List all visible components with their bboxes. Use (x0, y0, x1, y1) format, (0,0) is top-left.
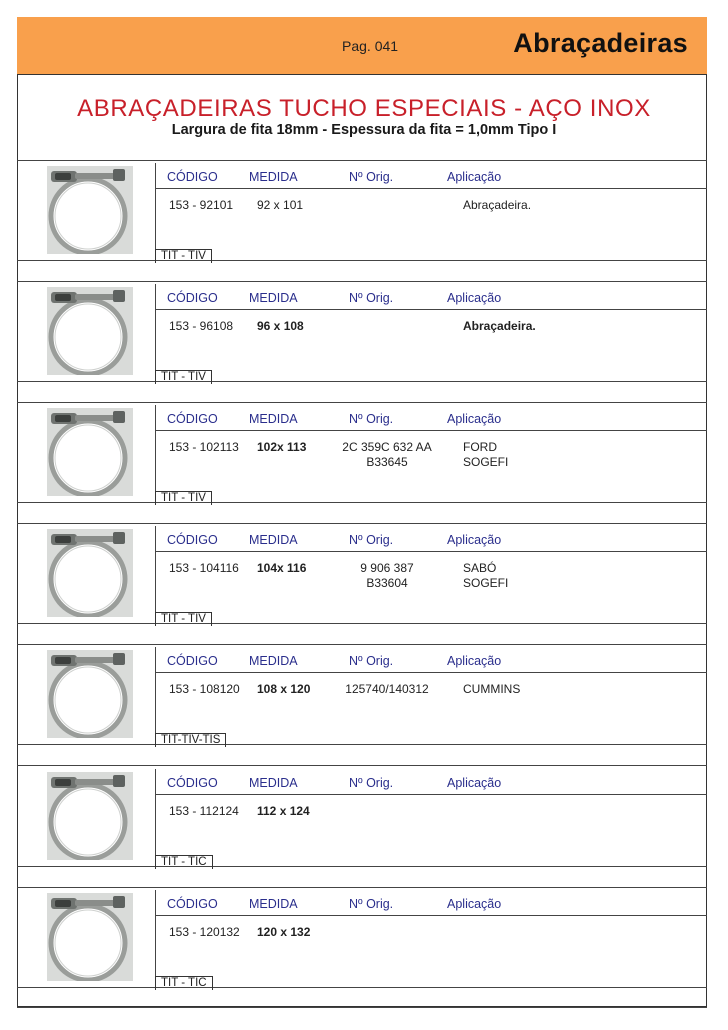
row-divider (17, 887, 707, 888)
header-underline (155, 915, 707, 916)
product-entry (17, 163, 707, 263)
orig-header: Nº Orig. (349, 654, 394, 668)
clamp-photo (47, 893, 133, 981)
column-divider (155, 890, 156, 990)
codigo-header: CÓDIGO (167, 776, 218, 790)
clamp-photo (47, 772, 133, 860)
column-divider (155, 284, 156, 384)
product-entry (17, 526, 707, 626)
product-code: 153 - 102113 (169, 440, 239, 454)
product-size: 96 x 108 (257, 319, 304, 333)
clamp-photo (47, 166, 133, 254)
codigo-header: CÓDIGO (167, 533, 218, 547)
product-size: 120 x 132 (257, 925, 311, 939)
aplicacao-header: Aplicação (447, 776, 502, 790)
orig-header: Nº Orig. (349, 897, 394, 911)
row-divider (17, 281, 707, 282)
product-entry (17, 890, 707, 990)
codigo-header: CÓDIGO (167, 170, 218, 184)
section-title: Abraçadeiras (513, 28, 688, 58)
original-number-2: B33604 (366, 576, 408, 590)
row-divider (17, 402, 707, 403)
application: CUMMINS (463, 682, 521, 696)
orig-header: Nº Orig. (349, 170, 394, 184)
reference-tag: TIT - TIC (155, 976, 213, 990)
orig-header: Nº Orig. (349, 291, 394, 305)
application: SABÓ (463, 561, 497, 575)
medida-header: MEDIDA (249, 291, 298, 305)
column-divider (155, 647, 156, 747)
codigo-header: CÓDIGO (167, 654, 218, 668)
product-code: 153 - 92101 (169, 198, 234, 212)
header-underline (155, 672, 707, 673)
original-number: 2C 359C 632 AA (342, 440, 432, 454)
original-number-2: B33645 (366, 455, 408, 469)
row-divider (17, 644, 707, 645)
codigo-header: CÓDIGO (167, 412, 218, 426)
row-divider (17, 1007, 707, 1008)
application: FORD (463, 440, 497, 454)
aplicacao-header: Aplicação (447, 654, 502, 668)
product-code: 153 - 112124 (169, 804, 239, 818)
orig-header: Nº Orig. (349, 533, 394, 547)
catalog-title: ABRAÇADEIRAS TUCHO ESPECIAIS - AÇO INOX (77, 95, 651, 122)
codigo-header: CÓDIGO (167, 291, 218, 305)
row-divider (17, 765, 707, 766)
header-underline (155, 309, 707, 310)
row-divider (17, 160, 707, 161)
clamp-photo (47, 650, 133, 738)
aplicacao-header: Aplicação (447, 897, 502, 911)
column-divider (155, 769, 156, 869)
product-entry (17, 769, 707, 869)
product-entry (17, 405, 707, 505)
orig-header: Nº Orig. (349, 776, 394, 790)
aplicacao-header: Aplicação (447, 533, 502, 547)
medida-header: MEDIDA (249, 412, 298, 426)
medida-header: MEDIDA (249, 170, 298, 184)
original-number: 125740/140312 (345, 682, 429, 696)
reference-tag: TIT - TIV (155, 491, 212, 505)
reference-tag: TIT - TIV (155, 249, 212, 263)
product-entry (17, 647, 707, 747)
product-size: 108 x 120 (257, 682, 311, 696)
application-2: SOGEFI (463, 576, 509, 590)
product-size: 102x 113 (257, 440, 307, 454)
product-code: 153 - 96108 (169, 319, 234, 333)
reference-tag: TIT - TIV (155, 370, 212, 384)
reference-tag: TIT - TIV (155, 612, 212, 626)
aplicacao-header: Aplicação (447, 412, 502, 426)
column-divider (155, 405, 156, 505)
column-divider (155, 163, 156, 263)
product-size: 104x 116 (257, 561, 307, 575)
orig-header: Nº Orig. (349, 412, 394, 426)
aplicacao-header: Aplicação (447, 291, 502, 305)
header-underline (155, 794, 707, 795)
product-entry (17, 284, 707, 384)
row-divider (17, 523, 707, 524)
product-size: 92 x 101 (257, 198, 304, 212)
page-number: Pag. 041 (342, 38, 399, 54)
aplicacao-header: Aplicação (447, 170, 502, 184)
clamp-photo (47, 287, 133, 375)
product-code: 153 - 104116 (169, 561, 239, 575)
medida-header: MEDIDA (249, 533, 298, 547)
product-size: 112 x 124 (257, 804, 310, 818)
application: Abraçadeira. (463, 198, 532, 212)
product-code: 153 - 108120 (169, 682, 240, 696)
reference-tag: TIT - TIC (155, 855, 213, 869)
header-underline (155, 188, 707, 189)
header-underline (155, 430, 707, 431)
medida-header: MEDIDA (249, 897, 298, 911)
product-code: 153 - 120132 (169, 925, 240, 939)
application: Abraçadeira. (463, 319, 536, 333)
clamp-photo (47, 529, 133, 617)
medida-header: MEDIDA (249, 654, 298, 668)
column-divider (155, 526, 156, 626)
application-2: SOGEFI (463, 455, 509, 469)
header-underline (155, 551, 707, 552)
medida-header: MEDIDA (249, 776, 298, 790)
catalog-subtitle: Largura de fita 18mm - Espessura da fita = 1,0mm Tipo I (171, 122, 557, 138)
codigo-header: CÓDIGO (167, 897, 218, 911)
reference-tag: TIT-TIV-TIS (155, 733, 226, 747)
clamp-photo (47, 408, 133, 496)
original-number: 9 906 387 (360, 561, 414, 575)
